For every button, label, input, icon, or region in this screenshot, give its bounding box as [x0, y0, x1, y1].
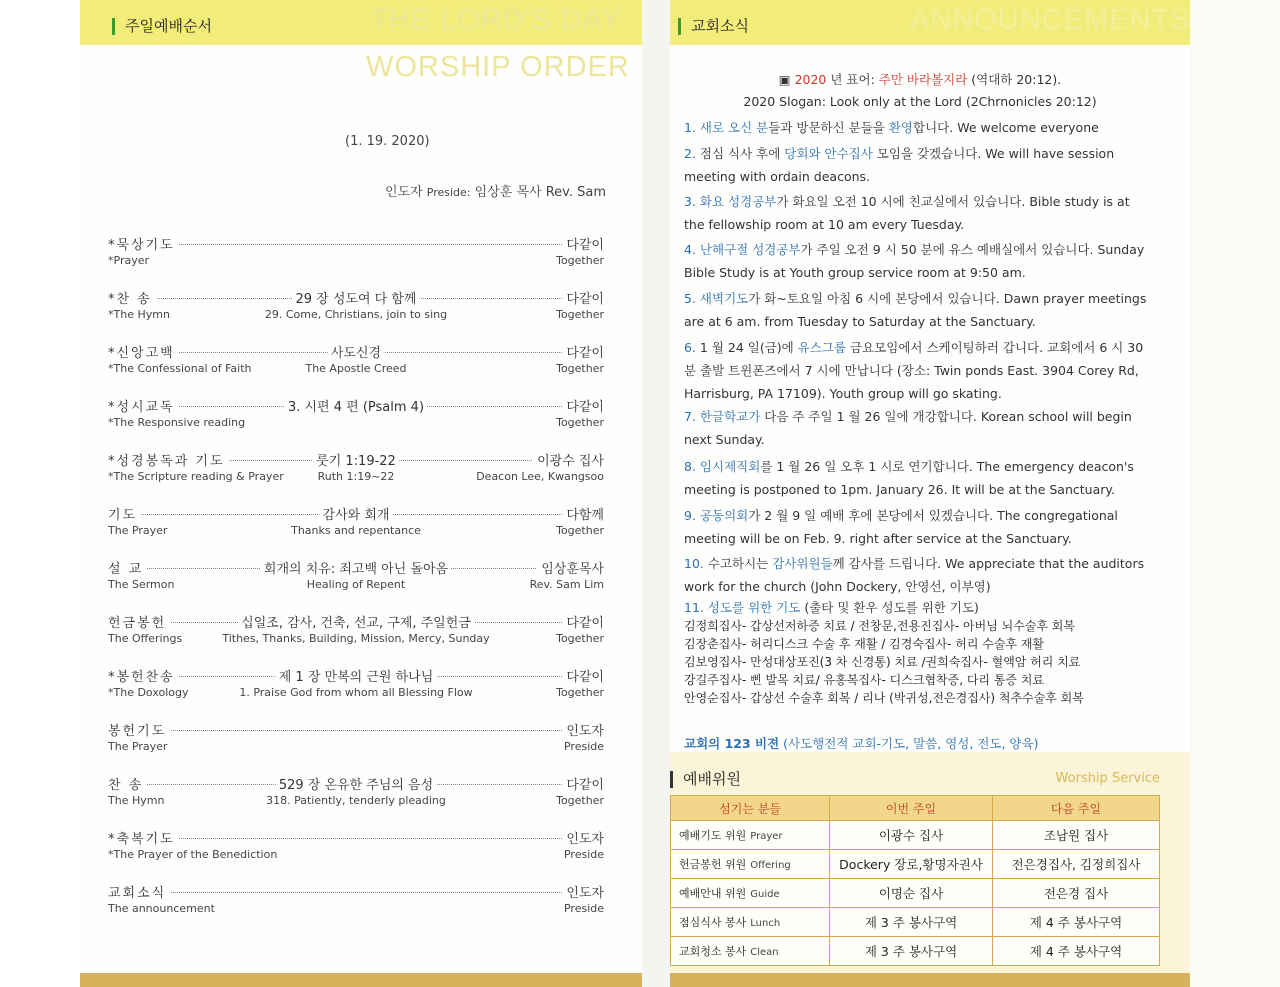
church-vision	[684, 734, 1038, 752]
section-title: 주일예배순서	[112, 18, 212, 35]
prayer-line: 강길주집사- 삔 발목 치료/ 유홍복집사- 디스크협착증, 다리 통증 치료	[684, 673, 1045, 687]
leader-name: 임상훈 목사 Rev. Sam	[474, 185, 606, 200]
order-line-korean	[108, 774, 604, 792]
big-title-lords-day: THE LORD'S DAY	[370, 4, 622, 36]
table-cell-role	[671, 821, 830, 850]
announcement-number: 9.	[684, 508, 696, 523]
announcement-text: 가 주일 오전 9 시 50 분에 유스 예배실에서 있습니다. Sunday Bible Study is at Youth group service room at 9:50 am.	[684, 242, 1145, 280]
order-detail-korean: 감사와 회개	[320, 504, 393, 523]
order-row	[108, 342, 604, 382]
order-row	[108, 558, 604, 598]
order-title-korean: *봉헌찬송	[108, 666, 179, 685]
role-korean: 예배안내 위원	[679, 887, 747, 900]
table-cell-role	[671, 908, 830, 937]
order-title-korean: 찬 송	[108, 774, 147, 793]
announcement-number: 6.	[684, 340, 696, 355]
order-title-english: The Prayer	[108, 524, 168, 537]
order-title-english: *The Responsive reading	[108, 416, 246, 429]
table-row	[671, 850, 1160, 879]
order-detail-english: 1. Praise God from whom all Blessing Flow	[239, 686, 473, 699]
order-leader-english: Rev. Sam Lim	[529, 578, 604, 591]
order-leader-english: Together	[556, 794, 604, 807]
order-line-korean	[108, 558, 604, 576]
order-detail-english: Thanks and repentance	[291, 524, 421, 537]
table-cell-this-week: 이광수 집사	[830, 821, 993, 850]
table-cell-role	[671, 879, 830, 908]
order-title-english: The announcement	[108, 902, 215, 915]
order-leader-english: Deacon Lee, Kwangsoo	[476, 470, 604, 483]
table-header: 섬기는 분들	[671, 796, 830, 821]
order-line-english	[108, 362, 604, 377]
prayer-line: 김장춘집사- 허리디스크 수술 후 재활 / 김경숙집사- 허리 수술후 재활	[684, 637, 1045, 651]
order-detail-korean: 사도신경	[328, 342, 384, 361]
order-leader-korean: 다같이	[562, 612, 604, 631]
announcement-highlight: 새벽기도	[699, 291, 749, 306]
announcement-number: 2.	[684, 146, 696, 161]
announcement-text: 가 화~토요일 아침 6 시에 본당에서 있습니다. Dawn prayer meetings are at 6 am. from Tuesday to Saturday at the Sanctuary.	[684, 291, 1147, 329]
announcement-item	[684, 287, 1154, 333]
announcement-number: 10.	[684, 556, 704, 571]
order-line-english	[108, 632, 604, 647]
order-title-korean: 봉헌기도	[108, 720, 170, 739]
announcement-item	[684, 504, 1154, 550]
leader-label: 인도자	[384, 185, 423, 200]
order-line-korean	[108, 234, 604, 252]
table-header-row	[671, 796, 1160, 821]
role-korean: 교회청소 봉사	[679, 945, 747, 958]
bottom-bar	[80, 973, 642, 987]
order-detail-english: Healing of Repent	[306, 578, 406, 591]
table-cell-this-week: Dockery 장로,황명자권사	[830, 850, 993, 879]
order-row	[108, 234, 604, 274]
slogan-mid: 년 표어:	[830, 72, 875, 87]
role-english: Lunch	[750, 918, 781, 929]
prayer-heading-note: (출타 및 환우 성도를 위한 기도)	[800, 600, 979, 615]
order-title-english: *Prayer	[108, 254, 150, 267]
order-title-english: *The Prayer of the Benediction	[108, 848, 278, 861]
prayer-line: 김보영집사- 만성대상포진(3 차 신경통) 치료 /권희숙집사- 혈액암 허리 치료	[684, 655, 1081, 669]
order-line-english	[108, 794, 604, 809]
announcement-text: 금요모임에서 스케이팅하러 갑니다. 교회에서 6 시 30 분 출발 트윈폰즈에서 7 시에 만납니다 (장소: Twin ponds East. 3904 Corey Rd, Harrisburg, PA 17109). Youth group will go skating.	[684, 340, 1144, 401]
service-leader	[385, 181, 606, 200]
table-row	[671, 908, 1160, 937]
table-cell-role	[671, 850, 830, 879]
order-leader-korean: 인도자	[562, 828, 604, 847]
table-row	[671, 937, 1160, 966]
order-line-korean	[108, 288, 604, 306]
announcement-number: 11.	[684, 600, 704, 615]
order-leader-korean: 다같이	[562, 342, 604, 361]
order-line-english	[108, 470, 604, 485]
order-title-english: *The Scripture reading & Prayer	[108, 470, 284, 483]
order-title-korean: *묵상기도	[108, 234, 179, 253]
order-row	[108, 396, 604, 436]
order-line-korean	[108, 720, 604, 738]
announcement-text: 점심 식사 후에	[699, 146, 785, 161]
order-title-korean: *성경봉독과 기도	[108, 450, 229, 469]
big-title-worship-order: WORSHIP ORDER	[366, 51, 630, 83]
order-leader-korean: 다같이	[562, 288, 604, 307]
role-korean: 예배기도 위원	[679, 829, 747, 842]
dot-leader	[108, 838, 604, 839]
announcement-item	[684, 405, 1154, 451]
table-cell-this-week: 제 3 주 봉사구역	[830, 908, 993, 937]
order-row	[108, 504, 604, 544]
announcement-highlight: 환영	[888, 120, 914, 135]
order-line-korean	[108, 828, 604, 846]
role-english: Guide	[750, 889, 780, 900]
order-line-korean	[108, 450, 604, 468]
announcement-text: 1 월 24 일(금)에	[699, 340, 798, 355]
announcement-item	[684, 190, 1154, 236]
slogan-english: 2020 Slogan: Look only at the Lord (2Chrnonicles 20:12)	[743, 94, 1097, 109]
order-leader-english: Together	[556, 254, 604, 267]
order-detail-english: Tithes, Thanks, Building, Mission, Mercy, Sunday	[222, 632, 490, 645]
announcement-highlight: 임시제직회	[699, 459, 761, 474]
order-title-english: The Prayer	[108, 740, 168, 753]
announcement-text: 모임을 갖겠습니다. We will have session meeting with ordain deacons.	[684, 146, 1115, 184]
slogan-year: 2020	[794, 72, 827, 87]
prayer-list	[684, 617, 1154, 707]
table-cell-this-week: 이명순 집사	[830, 879, 993, 908]
order-title-korean: *신앙고백	[108, 342, 179, 361]
prayer-line: 김정희집사- 갑상선저하증 치료 / 전창문,전용진집사- 아버님 뇌수술후 회복	[684, 619, 1075, 633]
order-detail-korean: 3. 시편 4 편 (Psalm 4)	[285, 396, 427, 415]
worship-order-page	[80, 0, 642, 987]
slogan-text: 주만 바라볼지라	[878, 72, 968, 87]
announcement-number: 1.	[684, 120, 696, 135]
order-leader-english: Preside	[563, 740, 604, 753]
order-line-korean	[108, 612, 604, 630]
order-leader-english: Together	[556, 308, 604, 321]
order-leader-english: Together	[556, 416, 604, 429]
order-line-english	[108, 686, 604, 701]
order-line-english	[108, 524, 604, 539]
order-leader-korean: 임상훈목사	[537, 558, 604, 577]
order-line-korean	[108, 342, 604, 360]
table-cell-next-week: 제 4 주 봉사구역	[993, 908, 1160, 937]
slogan-reference: (역대하 20:12).	[971, 72, 1062, 87]
announcement-number: 7.	[684, 409, 696, 424]
order-line-english	[108, 740, 604, 755]
order-line-english	[108, 308, 604, 323]
table-cell-next-week: 전은경집사, 김정희집사	[993, 850, 1160, 879]
announcement-number: 3.	[684, 194, 696, 209]
order-row	[108, 882, 604, 922]
announcement-item	[684, 116, 1154, 139]
announcement-item	[684, 142, 1154, 188]
prayer-heading	[684, 598, 1154, 618]
announcement-number: 4.	[684, 242, 696, 257]
order-line-korean	[108, 666, 604, 684]
order-leader-korean: 다같이	[562, 774, 604, 793]
order-line-english	[108, 848, 604, 863]
role-korean: 헌금봉헌 위원	[679, 858, 747, 871]
order-title-english: The Sermon	[108, 578, 175, 591]
order-title-korean: 헌금봉헌	[108, 612, 170, 631]
announcement-number: 5.	[684, 291, 696, 306]
order-title-korean: *찬 송	[108, 288, 156, 307]
order-leader-korean: 다같이	[562, 396, 604, 415]
announcement-text: 께 감사를 드립니다. We appreciate that the auditors work for the church (John Dockery, 안영선, 이부영)	[684, 556, 1145, 594]
announcement-highlight: 당회와 안수집사	[784, 146, 873, 161]
table-header: 이번 주일	[830, 796, 993, 821]
announcement-highlight: 공동의회	[699, 508, 749, 523]
order-leader-english: Preside	[563, 902, 604, 915]
announcement-text: 들과 방문하신 분들을	[768, 120, 889, 135]
order-row	[108, 720, 604, 760]
page-edge	[1190, 0, 1280, 987]
role-english: Offering	[750, 860, 791, 871]
order-leader-korean: 다같이	[562, 234, 604, 253]
announcement-item	[684, 552, 1154, 598]
order-detail-english: 29. Come, Christians, join to sing	[264, 308, 448, 321]
order-detail-korean: 제 1 장 만복의 근원 하나님	[276, 666, 437, 685]
announcement-item	[684, 336, 1154, 405]
table-cell-next-week: 조남원 집사	[993, 821, 1160, 850]
prayer-line: 안영순집사- 갑상선 수술후 회복 / 리나 (박귀성,전은경집사) 척추수술후 회복	[684, 691, 1084, 705]
order-leader-english: Preside	[563, 848, 604, 861]
dot-leader	[108, 730, 604, 731]
announcement-highlight: 새로 오신 분	[699, 120, 769, 135]
order-detail-korean: 회개의 치유: 죄고백 아닌 돌아옴	[261, 558, 451, 577]
order-title-korean: 기도	[108, 504, 141, 523]
order-detail-korean: 룻기 1:19-22	[313, 450, 399, 469]
table-row	[671, 821, 1160, 850]
announcement-highlight: 한글학교가	[699, 409, 761, 424]
announcements-page	[670, 0, 1190, 987]
order-title-korean: 설 교	[108, 558, 147, 577]
service-title-english: Worship Service	[1055, 771, 1160, 786]
order-title-korean: *축복기도	[108, 828, 179, 847]
announcement-highlight: 화요 성경공부	[699, 194, 777, 209]
announcement-text: 합니다. We welcome everyone	[913, 120, 1099, 135]
vision-detail: (사도행전적 교회-기도, 말씀, 영성, 전도, 양육)	[779, 736, 1039, 751]
announcement-text: 가 화요일 오전 10 시에 친교실에서 있습니다. Bible study is at the fellowship room at 10 am every Tuesday.	[684, 194, 1130, 232]
dot-leader	[108, 892, 604, 893]
table-cell-this-week: 제 3 주 봉사구역	[830, 937, 993, 966]
order-leader-korean: 다함께	[562, 504, 604, 523]
order-row	[108, 450, 604, 490]
order-leader-english: Together	[556, 524, 604, 537]
order-line-korean	[108, 396, 604, 414]
worship-service-table	[670, 795, 1160, 966]
order-detail-english: The Apostle Creed	[305, 362, 407, 375]
order-leader-korean: 인도자	[562, 720, 604, 739]
order-title-english: *The Doxology	[108, 686, 189, 699]
announcement-number: 8.	[684, 459, 696, 474]
order-title-korean: 교회소식	[108, 882, 170, 901]
order-line-english	[108, 902, 604, 917]
order-leader-english: Together	[556, 686, 604, 699]
order-title-english: The Hymn	[108, 794, 165, 807]
vision-title: 교회의 123 비젼	[684, 736, 780, 751]
order-line-english	[108, 254, 604, 269]
announcement-highlight: 유스그룹	[797, 340, 847, 355]
announcement-item	[684, 238, 1154, 284]
big-title-announcements: ANNOUNCEMENTS	[910, 4, 1190, 36]
order-row	[108, 828, 604, 868]
order-detail-korean: 29 장 성도여 다 함께	[293, 288, 420, 307]
order-line-korean	[108, 882, 604, 900]
announcement-item	[684, 455, 1154, 501]
dot-leader	[108, 244, 604, 245]
order-leader-english: Together	[556, 632, 604, 645]
announcement-text: 수고하시는	[707, 556, 773, 571]
section-title: 교회소식	[678, 18, 749, 35]
order-title-korean: *성시교독	[108, 396, 179, 415]
service-date: (1. 19. 2020)	[345, 134, 430, 149]
order-detail-english: 318. Patiently, tenderly pleading	[266, 794, 446, 807]
table-cell-next-week: 제 4 주 봉사구역	[993, 937, 1160, 966]
order-detail-korean: 529 장 온유한 주님의 음성	[276, 774, 436, 793]
service-title: 예배위원	[670, 771, 741, 788]
announcement-text: 다음 주 주일 1 월 26 일에 개강합니다. Korean school will begin next Sunday.	[684, 409, 1132, 447]
bottom-bar	[670, 973, 1190, 987]
order-line-english	[108, 578, 604, 593]
announcement-highlight: 감사위원들	[772, 556, 833, 571]
order-detail-english: Ruth 1:19~22	[317, 470, 395, 483]
leader-preside: Preside:	[426, 186, 471, 199]
slogan-box-icon: ▣	[778, 72, 791, 87]
order-line-korean	[108, 504, 604, 522]
table-cell-role	[671, 937, 830, 966]
order-line-english	[108, 416, 604, 431]
table-cell-next-week: 전은경 집사	[993, 879, 1160, 908]
role-korean: 점심식사 봉사	[679, 916, 747, 929]
table-row	[671, 879, 1160, 908]
announcement-text: 가 2 월 9 일 예배 후에 본당에서 있겠습니다. The congregational meeting will be on Feb. 9. right after service at the Sanctuary.	[684, 508, 1118, 546]
order-leader-english: Together	[556, 362, 604, 375]
role-english: Prayer	[750, 831, 783, 842]
table-header: 다음 주일	[993, 796, 1160, 821]
order-detail-korean: 십일조, 감사, 건축, 선교, 구제, 주일헌금	[238, 612, 474, 631]
order-title-english: *The Hymn	[108, 308, 170, 321]
slogan-korean	[670, 70, 1170, 88]
order-title-english: The Offerings	[108, 632, 183, 645]
order-leader-korean: 인도자	[562, 882, 604, 901]
order-row	[108, 612, 604, 652]
page-gutter	[642, 0, 670, 987]
order-leader-korean: 이광수 집사	[533, 450, 604, 469]
order-row	[108, 288, 604, 328]
order-title-english: *The Confessional of Faith	[108, 362, 252, 375]
announcement-text: 를 1 월 26 일 오후 1 시로 연기합니다. The emergency deacon's meeting is postponed to 1pm. January 26. It will be at the Sanctuary.	[684, 459, 1134, 497]
announcement-highlight: 난해구절 성경공부	[699, 242, 801, 257]
order-row	[108, 666, 604, 706]
order-leader-korean: 다같이	[562, 666, 604, 685]
role-english: Clean	[750, 947, 779, 958]
order-row	[108, 774, 604, 814]
prayer-heading-label: 성도를 위한 기도	[707, 600, 801, 615]
